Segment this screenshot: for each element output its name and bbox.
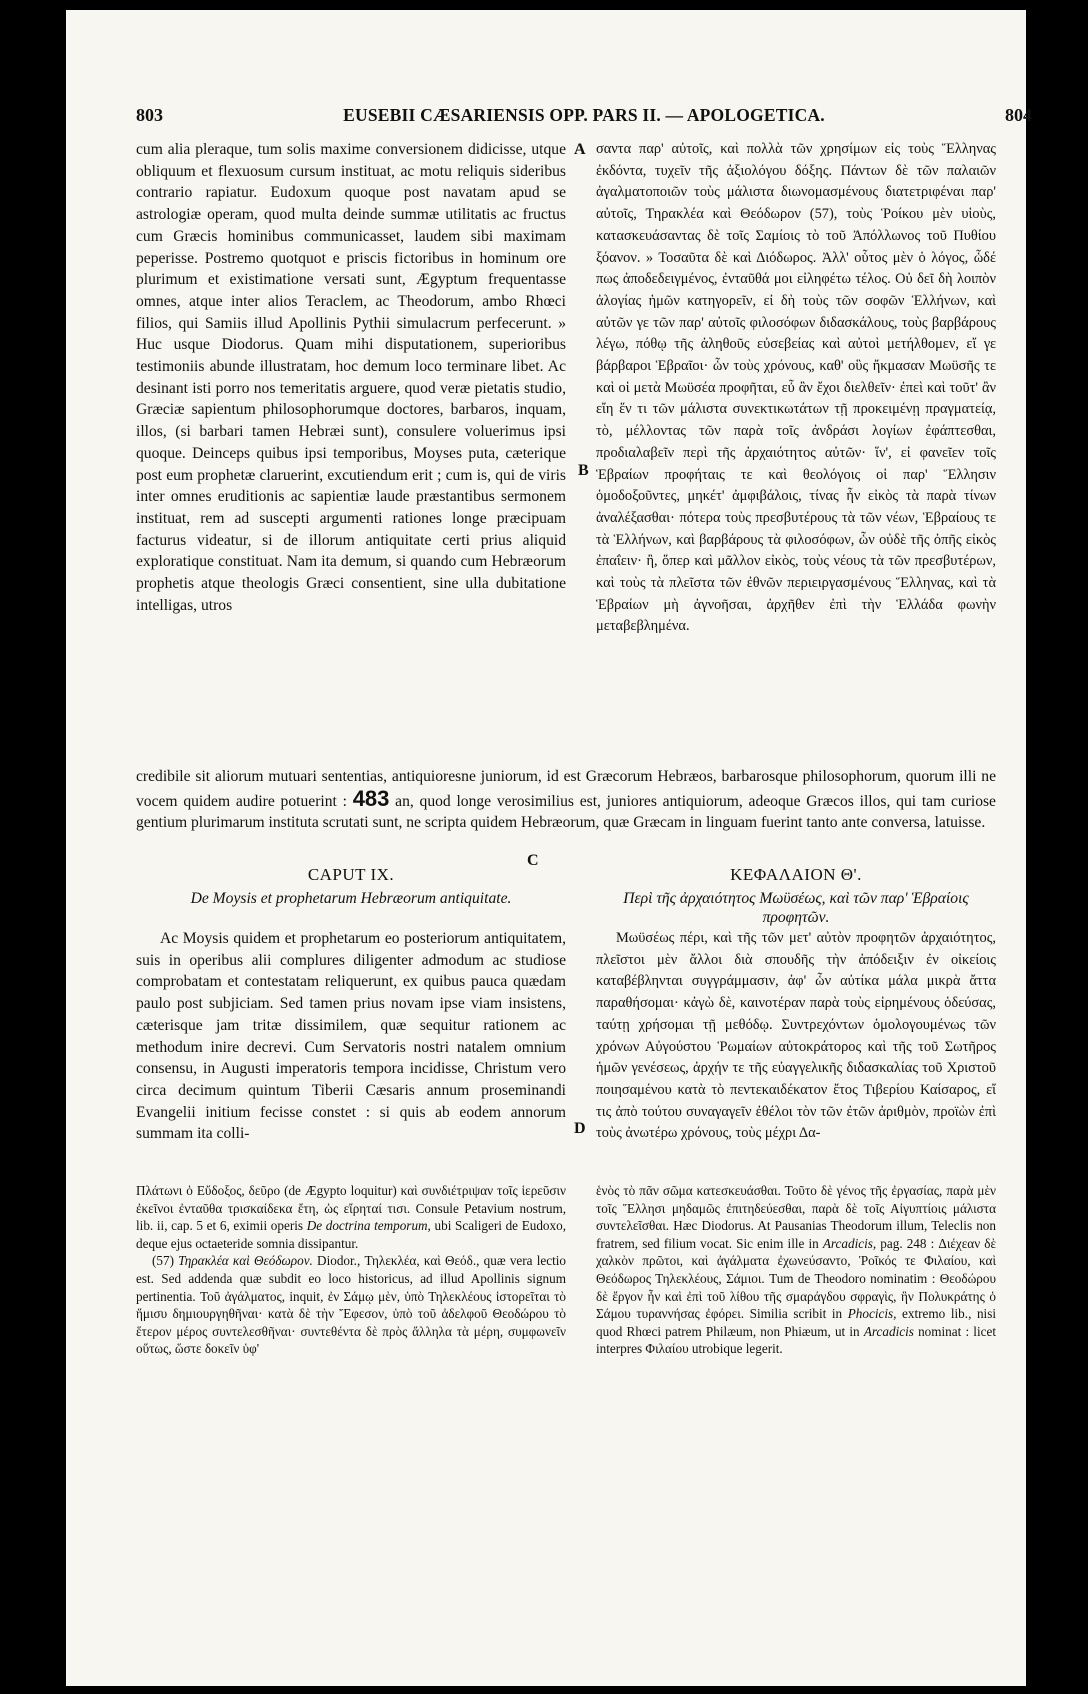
footnote-right-text-a: ἑνὸς τὸ πᾶν σῶμα κατεσκευάσθαι. Τοῦτο δὲ γένος τῆς ἐργασίας, παρὰ μὲν τοῖς Ἕλλησι μηδαμῶς ἐπιτηδεύεσθαι, παρὰ δὲ τοῖς Αἰγυπτίοις μάλιστα συντελεῖσθαι. Hæc Diodorus. At Pausanias Theodorum illum, Teleclis non fratrem, sed filium vocat. Sic enim ille in — [596, 1183, 996, 1251]
greek-text-top: σαντα παρ' αὐτοῖς, καὶ πολλὰ τῶν χρησίμων εἰς τοὺς Ἕλληνας ἐκδόντα, τυχεῖν τῆς ἀξιολόγου δόξης. Πάντων δὲ τῶν παλαιῶν ἀγαλματοποιῶν τοὺς μάλιστα διωνομασμένους διατετριφέναι παρ' αὐτοῖς, Τηρακλέα καὶ Θεόδωρον (57), τοὺς Ῥοίκου μὲν υἱοὺς, κατασκευάσαντας δὲ τοῖς Σαμίοις τὸ τοῦ Ἀπόλλωνος τοῦ Πυθίου ξόανον. » Τοσαῦτα δὲ καὶ Διόδωρος. Ἀλλ' οὗτος μὲν ὁ λόγος, ὧδέ πως ἀποδεδειγμένος, ἐνταῦθά μοι εἰληφέτω τέλος. Οὐ δεῖ δὴ λοιπὸν ἀλογίας ἡμῶν κατηγορεῖν, εἰ δὴ τοὺς τῶν σοφῶν Ἑλλήνων, καὶ αὐτῶν γε τῶν παρ' αὐτοῖς φιλοσόφων διδασκάλους, τοὺς βαρβάρους λέγω, πόθῳ τῆς ἀληθοῦς εὐσεβείας καὶ αὐτοὶ μετήλθομεν, εἴ γε βάρβαροι Ἑβραῖοι· ὧν τοὺς χρόνους, καθ' οὓς ἤκμασαν Μωϋσῆς τε καὶ οἱ μετὰ Μωϋσέα προφῆται, εὖ ἂν ἔχοι διελθεῖν· ἐπεὶ καὶ τοῦτ' ἂν εἴη ἕν τι τῶν μάλιστα συνεκτικωτάτων τῇ προκειμένῃ πραγματείᾳ, τὸ, μέλλοντας τῶν παρὰ τοῖς ἀνδράσι λογίων ἐφάπτεσθαι, προδιαλαβεῖν περὶ τῆς ἀρχαιότητος αὐτῶν· ἵν', εἰ φανεῖεν τοῖς Ἑβραίων προφήταις τε καὶ θεολόγοις οἱ παρ' Ἕλλησιν ὁμοδοξοῦντες, μηκέτ' ἀμφιβάλοις, τίνας ἦν εἰκὸς τὰ παρὰ τίνων ἀναλέξασθαι· πότερα τοὺς πρεσβυτέρους τὰ τῶν νέων, Ἑβραίους τε τὰ Ἑλλήνων, καὶ βαρβάρους τὰ φιλοσόφων, ὧν οὐδὲ τῆς ὀπῆς εἰκὸς ἐπαΐειν· ἢ, ὅπερ καὶ μᾶλλον εἰκὸς, τοὺς νέους τὰ τῶν πρεσβυτέρων, καὶ τοὺς τὰ πλεῖστα τῶν ἐθνῶν περιειργασμένους Ἕλληνας, καὶ τὰ Ἑβραίων μὴ ἀγνοῆσαι, ἀρχῆθεν ἐπὶ τὴν Ἑλλάδα φωνὴν μεταβεβλημένα. — [596, 141, 996, 635]
footnote-right-work-phocicis: Phocicis, — [847, 1306, 897, 1322]
greek-column-top — [596, 139, 996, 765]
greek-column-bottom — [596, 928, 996, 1180]
footnote-57-text: Diodor., Τηλεκλέα, καὶ Θεόδ., quæ vera lectio est. Sed addenda quæ subdit eo loco historicus, ad illud Apollinis signum pertinentia. Τοῦ ἀγάλματος, inquit, ἐν Σάμῳ μὲν, ὑπὸ Τηλεκλέους ἱστορεῖται τὸ ἥμισυ δημιουργηθῆναι· κατὰ δὲ τὴν Ἔφεσον, ὑπὸ τοῦ ἀδελφοῦ Θεοδώρου τὸ ἕτερον μέρος συντελεσθῆναι· συντεθέντα δὲ πρὸς ἄλληλα τὰ μέρη, συμφωνεῖν οὕτως, ὥστε δοκεῖν ὑφ' — [136, 1253, 566, 1357]
greek-text-bottom: Μωϋσέως πέρι, καὶ τῆς τῶν μετ' αὐτὸν προφητῶν ἀρχαιότητος, πλεῖστοι μὲν ἄλλοι διὰ σπουδῆς τὴν ἀπόδειξιν ἐν οἰκείοις καταβέβληνται συγγράμμασιν, ἀφ' ὧν αὐτίκα μάλα μικρὰ ἄττα παραθήσομαι· κἀγὼ δὲ, καινοτέραν παρὰ τοὺς εἰρημένους ὁδεύσας, ταύτῃ χρήσομαι τῇ μεθόδῳ. Συντρεχόντων ὁμολογουμένως τῶν χρόνων Αὐγούστου Ῥωμαίων αὐτοκράτορος καὶ τῆς τοῦ Σωτῆρος ἡμῶν γενέσεως, ἀρχήν τε τῆς εὐαγγελικῆς διδασκαλίας τοῦ Χριστοῦ ποιησαμένου κατὰ τὸ πεντεκαιδέκατον ἔτος Τιβερίου Καίσαρος, εἴ τις ἀπὸ τούτου συναγαγεῖν ἐθέλοι τὸν τῶν ἐτῶν ἀριθμὸν, προϊὼν ἐπὶ τοὺς ἀνωτέρω χρόνους, τοὺς μέχρι Δα- — [596, 930, 996, 1142]
footnotes-right — [596, 1182, 996, 1682]
book-page — [66, 10, 1032, 1686]
running-header — [136, 105, 1032, 135]
footnote-right-work-arcadicis-2: Arcadicis — [863, 1323, 914, 1339]
footnote-left-continued — [136, 1182, 566, 1252]
latin-text-wide-a: credibile sit aliorum mutuari sententias, antiquioresne juniorum, id est Græcorum Hebræos, barbarosque philosophorum, quorum illi ne vocem quidem audire potuerint : — [136, 768, 996, 810]
footnote-57-number: (57) — [152, 1253, 174, 1269]
footnote-right-text-c: extremo lib., nisi quod Rhœci patrem Philæum, non Phiæum, ut in — [596, 1306, 997, 1339]
chapter-heading-greek: ΚΕΦΑΛΑΙΟΝ Θ'. — [730, 865, 862, 884]
latin-full-width-paragraph — [136, 766, 996, 834]
footnote-right-text-b: pag. 248 : Διέχεαν δὲ χαλκὸν πρῶτοι, καὶ ἀγάλματα ἐχωνεύσαντο, Ῥοῖκός τε Φιλαίου, καὶ Θεόδωρος Τηλεκλέους, Σάμιοι. Tum de Theodoro nominatim : Θεοδώρου δὲ ἔργον ἦν καὶ ἐπὶ τοῦ λίθου τῆς σμαράγδου σφραγὶς, ἣν Πολυκράτης ὁ Σάμου τυραννήσας ἐφόρει. Similia scribit in — [596, 1235, 997, 1322]
footnote-right-text-d: nominat : licet interpres Φιλαίου utrobique legerit. — [596, 1323, 996, 1357]
footnote-left-text-end: ubi Scaligeri de Eudoxo, deque ejus octaeteride somnia dissipantur. — [136, 1218, 567, 1251]
marginal-number: 483 — [352, 785, 390, 811]
running-title: EUSEBII CÆSARIENSIS OPP. PARS II. — APOLOGETICA. — [343, 105, 825, 125]
latin-text-bottom: Ac Moysis quidem et prophetarum eo posteriorum antiquitatem, suis in operibus alii complures diligenter admodum ac studiose comprobatam et contestatam reliquerunt, ex quibus pauca quædam paulo post subjiciam. Sed tamen prius novam ipse viam insistens, cæterisque jam tritæ dissimilem, quæ sequitur rationem ac methodum inire decrevi. Cum Servatoris nostri natalem omnium consensu, in Augusti imperatoris tempora incidisse, Christum vero circa decimum quintum Tiberii Cæsaris annum proseminandi Evangelii initium fecisse constet : si quis ab eodem annorum summam ita colli- — [136, 930, 566, 1143]
latin-text-wide-b: an, quod longe verosimilius est, juniores antiquiorum, adeoque Græcos illos, qui tam curiose gentium plurimarum instituta scrutati sunt, ne scripta quidem Hebræorum, quæ Græcam in linguam fuerint tanto ante conversa, latuisse. — [136, 792, 996, 832]
margin-marker-a: A — [574, 141, 586, 158]
footnote-57-lemma: Τηρακλέα καὶ Θεόδωρον. — [178, 1253, 313, 1269]
latin-column-bottom — [136, 928, 566, 1180]
footnotes-left — [136, 1182, 566, 1682]
footnote-left-text: Πλάτωνι ὁ Εὔδοξος, δεῦρο (de Ægypto loquitur) καὶ συνδιέτριψαν τοῖς ἱερεῦσιν ἐκεῖνοι ἐνταῦθα τρισκαίδεκα ἔτη, ὡς εἴρηταί τισι. Consule Petavium nostrum, lib. ii, cap. 5 et 6, eximii operis — [136, 1183, 566, 1234]
footnote-right-continued — [596, 1182, 996, 1358]
latin-text-top: cum alia pleraque, tum solis maxime conversionem didicisse, utque obliquum et flexuosum cursum instituat, ac motu reliquis sideribus contrario rapiatur. Eudoxum quoque post navatam apud se astrologiæ operam, quod multa deinde summæ utilitatis ac fructus cum Græcis hominibus communicasset, laudem sibi maximam peperisse. Postremo quotquot e priscis fictoribus in hominum ore plurimum et existimatione versati sunt, Ægyptum frequentasse omnes, atque inter alios Teraclem, ac Theodorum, ambo Rhœci filios, qui Samiis illud Apollinis Pythii simulacrum perfecerunt. » Huc usque Diodorus. Quam mihi disputationem, superioribus testimoniis abunde illustratam, hoc demum loco terminare libet. Ac desinant isti porro nos temeritatis arguere, quod veræ pietatis studio, Græciæ sapientum philosophorumque doctores, barbaros, inquam, illos, (si barbari tamen Hebræi sunt), consulere voluerimus ipsi quoque. Deinceps quibus ipsi temporibus, Moyses puta, cæteriquе post eum prophetæ claruerint, excutiendum erit ; cum is, qui de viris inter omnes eruditionis ac sapientiæ laude præstantibus sermonem instituat, rem ad suscepti argumenti rationes longe præcipuam facturus videatur, si de illorum antiquitate certi prius aliquid exploratique constituat. Nam ita demum, si quando cum Hebræorum prophetis atque theologis Græci consentient, sine ulla dubitatione intelligas, utros — [136, 141, 566, 614]
footnote-57 — [136, 1252, 566, 1358]
margin-marker-d: D — [574, 1120, 586, 1137]
page-number-left: 803 — [136, 105, 163, 125]
margin-marker-c: C — [527, 852, 539, 869]
margin-marker-b: B — [578, 462, 589, 479]
latin-column-top — [136, 139, 566, 765]
chapter-subtitle-latin: De Moysis et prophetarum Hebræorum antiquitate. — [190, 890, 512, 907]
chapter-heading-latin: CAPUT IX. — [307, 865, 395, 884]
page-number-right: 804 — [1005, 105, 1032, 125]
chapter-subtitle-greek: Περὶ τῆς ἀρχαιότητος Μωϋσέως, καὶ τῶν παρ' Ἑβραίοις προφητῶν. — [623, 890, 969, 926]
footnote-left-work-title: De doctrina temporum, — [306, 1218, 431, 1234]
footnote-right-work-arcadicis: Arcadicis, — [822, 1235, 877, 1251]
